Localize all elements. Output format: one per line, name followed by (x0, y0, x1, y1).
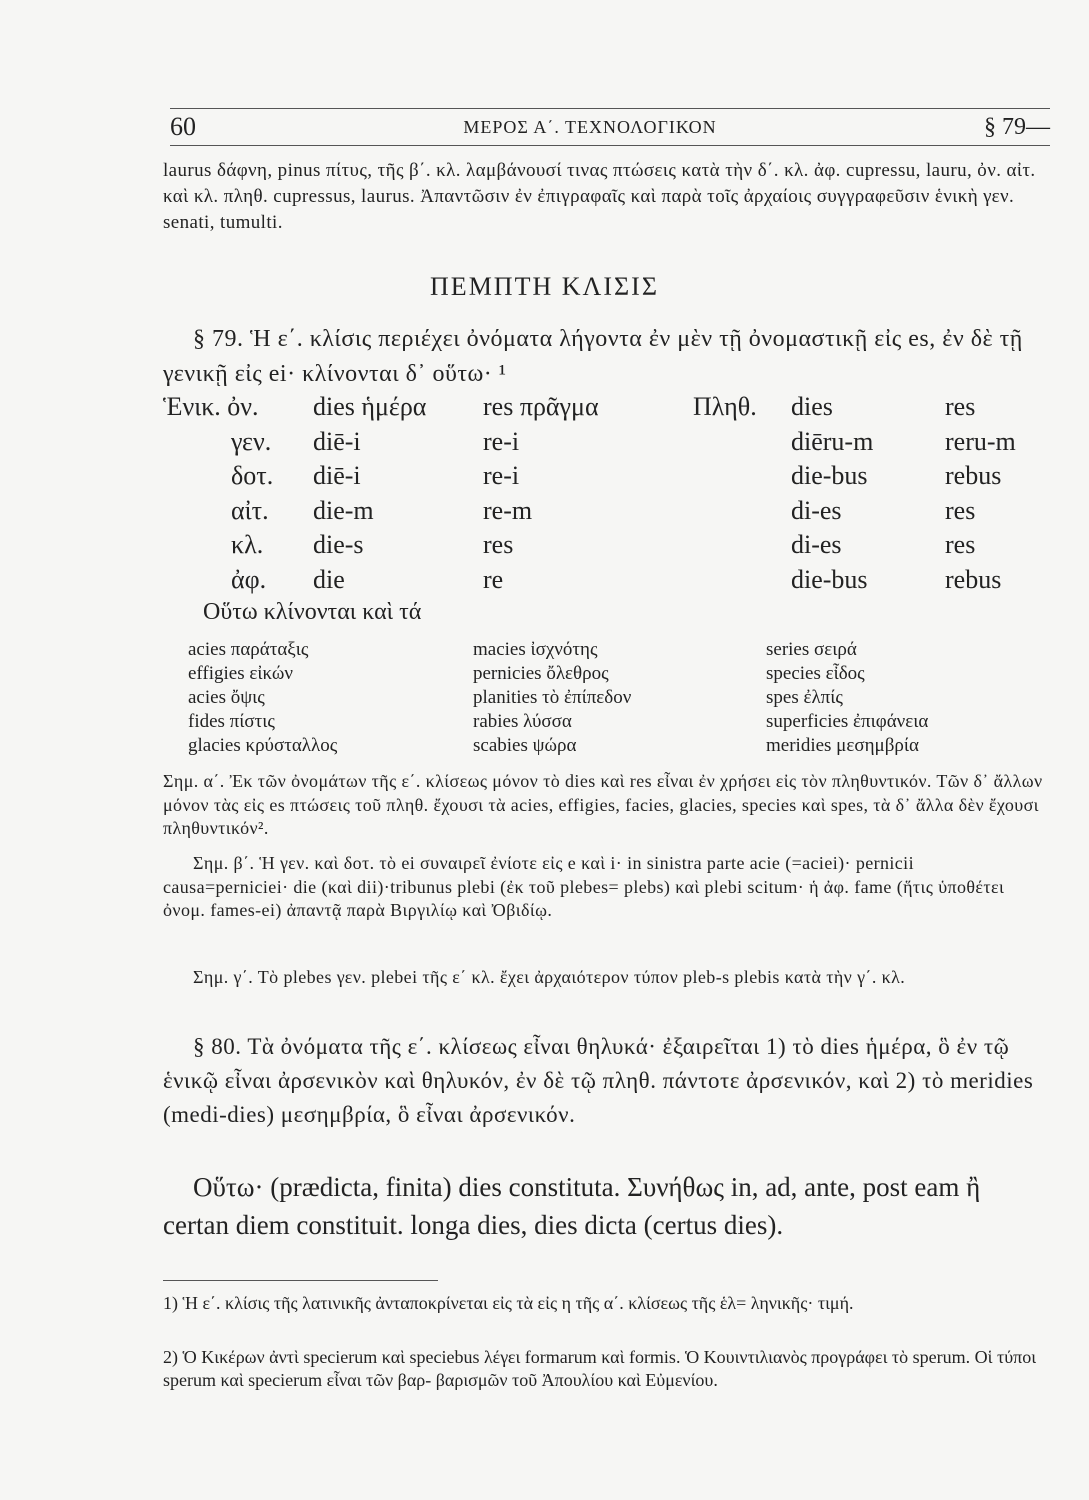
plural-label: Πληθ. (693, 392, 757, 421)
dies-form: die-m (313, 495, 374, 525)
word-entry: superficies ἐπιφάνεια (766, 711, 929, 732)
res-plural-form: rebus (945, 564, 1002, 594)
case-label: γεν. (231, 426, 272, 456)
word-entry: planities τὸ ἐπίπεδον (473, 687, 632, 708)
footnote-2: 2) Ὁ Κικέρων ἀντὶ specierum καὶ speciebus λέγει formarum καὶ formis. Ὁ Κουιντιλιανὸς προγράφει τὸ sperum. Οἱ τύποι sperum καὶ specierum εἶναι τῶν βαρ- βαρισμῶν τοῦ Ἀπουλίου καὶ Εὐμενίου. (163, 1347, 1037, 1390)
case-label: αἰτ. (231, 495, 269, 525)
dies-form: diē-i (313, 461, 361, 490)
case-label: ἀφ. (231, 564, 267, 594)
note-c: Σημ. γ΄. Τὸ plebes γεν. plebei τῆς ε΄ κλ. ἔχει ἀρχαιότερον τύπον pleb-s plebis κατὰ τὴν γ΄. κλ. (193, 967, 906, 987)
word-list-column-3 (766, 638, 928, 758)
dies-form: diē-i (313, 426, 361, 456)
res-form: re-i (483, 426, 520, 456)
case-label: δοτ. (231, 461, 274, 490)
word-entry: scabies ψώρα (473, 735, 577, 756)
declension-row (163, 427, 1063, 462)
res-form: re-i (483, 461, 520, 490)
section-80-paragraph: § 80. Τὰ ὀνόματα τῆς ε΄. κλίσεως εἶναι θηλυκά· ἐξαιρεῖται 1) τὸ dies ἡμέρα, ὃ ἐν τῷ ἑνικῷ εἶναι ἀρσενικὸν καὶ θηλυκόν, ἐν δὲ τῷ πληθ. πάντοτε ἀρσενικόν, καὶ 2) τὸ meridies (medi-dies) μεσημβρία, ὃ εἶναι ἀρσενικόν. (163, 1034, 1034, 1127)
word-entry: macies ἰσχνότης (473, 639, 598, 660)
dies-form: die-s (313, 530, 364, 559)
word-entry: species εἶδος (766, 663, 865, 684)
declension-row (163, 461, 1063, 496)
res-plural-form: rebus (945, 461, 1002, 490)
running-title: ΜΕΡΟΣ Α΄. ΤΕΧΝΟΛΟΓΙΚΟΝ (463, 116, 717, 137)
intro-paragraph: laurus δάφνη, pinus πίτυς, τῆς β΄. κλ. λαμβάνουσί τινας πτώσεις κατὰ τὴν δ΄. κλ. ἀφ. cupressu, lauru, ὀν. αἰτ. καὶ κλ. πληθ. cupressus, laurus. Ἀπαντῶσιν ἐν ἐπιγραφαῖς καὶ παρὰ τοῖς ἀρχαίοις συγγραφεῦσιν ἑνικὴ γεν. senati, tumulti. (163, 160, 1036, 233)
word-entry: spes ἐλπίς (766, 687, 843, 708)
declension-row (163, 392, 1063, 427)
word-entry: series σειρά (766, 639, 857, 660)
note-a: Σημ. α΄. Ἐκ τῶν ὀνομάτων τῆς ε΄. κλίσεως μόνον τὸ dies καὶ res εἶναι ἐν χρήσει εἰς τὸν πληθυντικόν. Τῶν δ᾽ ἄλλων μόνον τὰς εἰς es πτώσεις τοῦ πληθ. ἔχουσι τὰ acies, effigies, facies, glacies, species καὶ spes, τὰ δ᾽ ἄλλα δὲν ἔχουσι πληθυντικόν². (163, 771, 1043, 838)
section-title: ΠΕΜΠΤΗ ΚΛΙΣΙΣ (430, 272, 659, 301)
res-form: re-m (483, 495, 533, 525)
footnote-1: 1) Ἡ ε΄. κλίσις τῆς λατινικῆς ἀνταποκρίνεται εἰς τὰ εἰς η τῆς α΄. κλίσεως τῆς ἑλ= ληνικῆς· τιμή. (163, 1293, 854, 1313)
word-entry: meridies μεσημβρία (766, 735, 919, 756)
also-declined-label: Οὕτω κλίνονται καὶ τά (203, 599, 422, 625)
note-b: Σημ. β΄. Ἡ γεν. καὶ δοτ. τὸ ei συναιρεῖ ἐνίοτε εἰς e καὶ i· in sinistra parte acie (=aciei)· pernicii causa=perniciei· die (καὶ dii)·tribunus plebi (ἐκ τοῦ plebes= plebs) καὶ plebi scitum· ἡ ἀφ. fame (ἥτις ὑποθέτει ὀνομ. fames-ei) ἀπαντᾷ παρὰ Βιργιλίῳ καὶ Ὀβιδίῳ. (163, 853, 1005, 920)
page-number: 60 (170, 112, 196, 141)
dies-form: dies ἡμέρα (313, 392, 427, 421)
word-entry: rabies λύσσα (473, 711, 572, 732)
res-form: res (483, 530, 514, 559)
case-label: Ἑνικ. ὀν. (163, 392, 259, 421)
dies-plural-form: die-bus (791, 461, 868, 490)
case-label: κλ. (231, 530, 264, 559)
dies-form: die (313, 564, 345, 594)
res-plural-form: reru-m (945, 426, 1016, 456)
word-entry: glacies κρύσταλλος (188, 735, 338, 756)
dies-plural-form: di-es (791, 530, 842, 559)
declension-also-line (163, 599, 1063, 634)
page-header (170, 108, 1050, 146)
word-list-column-2 (473, 638, 631, 758)
dies-plural-form: die-bus (791, 564, 868, 594)
res-form: re (483, 564, 504, 594)
example-paragraph: Οὕτω· (prædicta, finita) dies constituta. Συνήθως in, ad, ante, post eam ἢ certan diem constituit. longa dies, dies dicta (certus dies). (163, 1172, 981, 1240)
res-plural-form: res (945, 495, 976, 525)
footnote-rule (163, 1280, 438, 1281)
word-entry: pernicies ὄλεθρος (473, 663, 609, 684)
declension-row (163, 530, 1063, 565)
word-list-column-1 (188, 638, 337, 758)
res-plural-form: res (945, 392, 976, 421)
header-section-mark: § 79— (983, 113, 1050, 140)
dies-plural-form: diēru-m (791, 426, 874, 456)
section-79-paragraph: § 79. Ἡ ε΄. κλίσις περιέχει ὀνόματα λήγοντα ἐν μὲν τῇ ὀνομαστικῇ εἰς es, ἐν δὲ τῇ γενικῇ εἰς ei· κλίνονται δ᾽ οὕτω· ¹ (163, 326, 1023, 387)
res-plural-form: res (945, 530, 976, 559)
word-entry: acies ὄψις (188, 687, 265, 708)
declension-row (163, 565, 1063, 600)
word-entry: fides πίστις (188, 711, 275, 732)
res-form: res πρᾶγμα (483, 392, 599, 421)
dies-plural-form: di-es (791, 495, 842, 525)
declension-row (163, 496, 1063, 531)
word-entry: acies παράταξις (188, 639, 309, 660)
word-entry: effigies εἰκών (188, 663, 293, 684)
declension-table (163, 392, 1063, 634)
dies-plural-form: dies (791, 392, 833, 421)
